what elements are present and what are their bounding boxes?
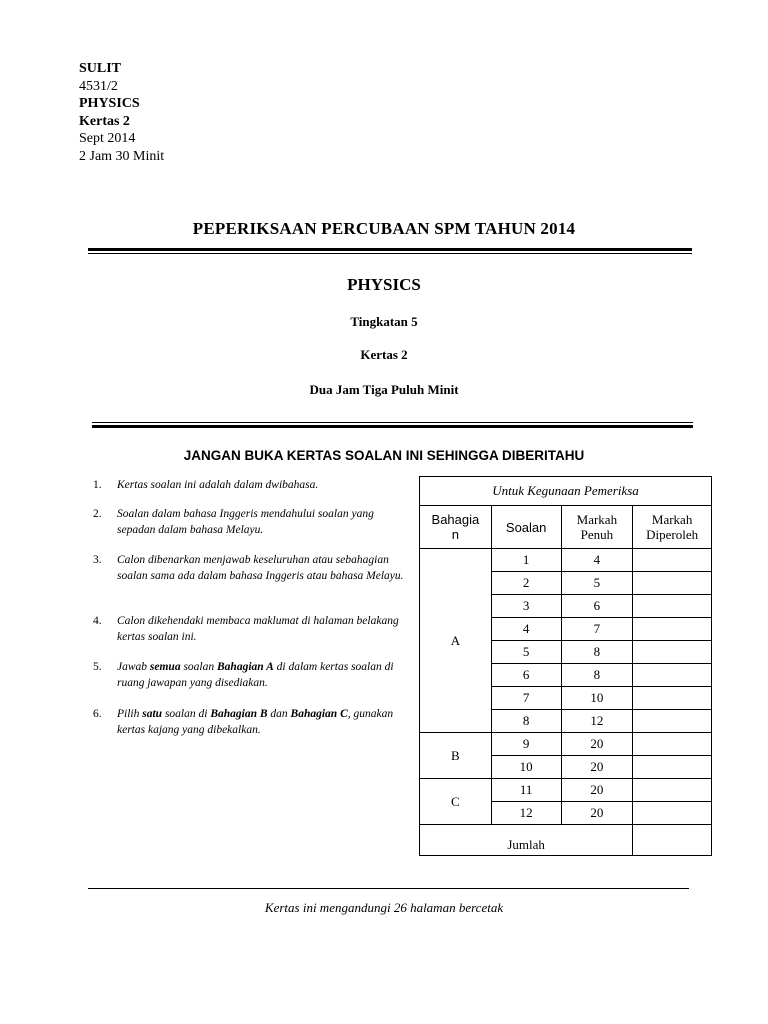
question-cell: 6 xyxy=(491,664,561,687)
section-cell: C xyxy=(420,779,492,825)
full-marks-cell: 10 xyxy=(561,687,633,710)
question-cell: 9 xyxy=(491,733,561,756)
paper-title: Kertas 2 xyxy=(360,347,408,362)
paper-number: Kertas 2 xyxy=(79,113,130,129)
full-marks-cell: 20 xyxy=(561,779,633,802)
section-divider-thick xyxy=(92,425,693,428)
obtained-marks-cell xyxy=(633,756,712,779)
question-cell: 10 xyxy=(491,756,561,779)
title-divider-thin xyxy=(88,253,692,254)
full-marks-cell: 5 xyxy=(561,572,633,595)
table-row xyxy=(420,549,712,572)
header-markah-penuh: Markah Penuh xyxy=(561,506,633,549)
question-cell: 1 xyxy=(491,549,561,572)
paper-code: 4531/2 xyxy=(79,78,118,94)
instruction-text: Calon dibenarkan menjawab keseluruhan atau sebahagian soalan sama ada dalam bahasa Inggeris atau bahasa Melayu. xyxy=(117,554,404,582)
full-marks-cell: 20 xyxy=(561,756,633,779)
duration-title: Dua Jam Tiga Puluh Minit xyxy=(309,382,459,397)
instruction-number: 6. xyxy=(93,708,102,720)
full-marks-cell: 20 xyxy=(561,802,633,825)
obtained-marks-cell xyxy=(633,572,712,595)
header-soalan: Soalan xyxy=(491,506,561,549)
title-divider-thick xyxy=(88,248,692,251)
classification-label: SULIT xyxy=(79,61,122,76)
table-header-row xyxy=(420,506,712,549)
table-row xyxy=(420,779,712,802)
footer-divider xyxy=(88,888,689,889)
table-row xyxy=(420,733,712,756)
total-label: Jumlah xyxy=(420,825,633,856)
page-count-note: Kertas ini mengandungi 26 halaman bercetak xyxy=(264,900,504,915)
paper-header xyxy=(79,60,164,165)
instruction-number: 5. xyxy=(93,661,102,673)
instruction-text: Calon dikehendaki membaca maklumat di halaman belakang kertas soalan ini. xyxy=(117,615,399,643)
section-cell: B xyxy=(420,733,492,779)
form-level: Tingkatan 5 xyxy=(350,314,418,329)
exam-date: Sept 2014 xyxy=(79,131,136,146)
question-cell: 3 xyxy=(491,595,561,618)
section-divider-thin xyxy=(92,422,693,423)
obtained-marks-cell xyxy=(633,779,712,802)
obtained-marks-cell xyxy=(633,733,712,756)
instruction-text: Jawab semua soalan Bahagian A di dalam kertas soalan di ruang jawapan yang disediakan. xyxy=(117,661,394,689)
full-marks-cell: 8 xyxy=(561,641,633,664)
instruction-number: 2. xyxy=(93,508,102,520)
question-cell: 12 xyxy=(491,802,561,825)
question-cell: 5 xyxy=(491,641,561,664)
instruction-text: Kertas soalan ini adalah dalam dwibahasa. xyxy=(117,479,319,491)
instruction-text: Pilih satu soalan di Bahagian B dan Bahagian C, gunakan kertas kajang yang dibekalkan. xyxy=(117,708,394,736)
full-marks-cell: 12 xyxy=(561,710,633,733)
full-marks-cell: 4 xyxy=(561,549,633,572)
question-cell: 8 xyxy=(491,710,561,733)
instruction-text: Soalan dalam bahasa Inggeris mendahului soalan yang sepadan dalam bahasa Melayu. xyxy=(117,508,374,536)
full-marks-cell: 7 xyxy=(561,618,633,641)
question-cell: 2 xyxy=(491,572,561,595)
obtained-marks-cell xyxy=(633,687,712,710)
table-total-row xyxy=(420,825,712,856)
instruction-number: 3. xyxy=(93,554,102,566)
full-marks-cell: 20 xyxy=(561,733,633,756)
instruction-number: 1. xyxy=(93,479,102,491)
full-marks-cell: 6 xyxy=(561,595,633,618)
question-cell: 7 xyxy=(491,687,561,710)
header-markah-diperoleh: Markah Diperoleh xyxy=(633,506,712,549)
warning-notice: JANGAN BUKA KERTAS SOALAN INI SEHINGGA DIBERITAHU xyxy=(183,448,585,463)
obtained-marks-cell xyxy=(633,802,712,825)
section-cell: A xyxy=(420,549,492,733)
obtained-marks-cell xyxy=(633,549,712,572)
table-caption: Untuk Kegunaan Pemeriksa xyxy=(420,477,712,506)
question-cell: 4 xyxy=(491,618,561,641)
question-cell: 11 xyxy=(491,779,561,802)
obtained-marks-cell xyxy=(633,618,712,641)
subject-title: PHYSICS xyxy=(347,275,421,294)
obtained-marks-cell xyxy=(633,710,712,733)
header-bahagian: Bahagia n xyxy=(420,506,492,549)
subject-label: PHYSICS xyxy=(79,96,140,111)
obtained-marks-cell xyxy=(633,664,712,687)
instruction-number: 4. xyxy=(93,615,102,627)
exam-duration: 2 Jam 30 Minit xyxy=(79,148,165,164)
obtained-marks-cell xyxy=(633,595,712,618)
total-marks-cell xyxy=(633,825,712,856)
obtained-marks-cell xyxy=(633,641,712,664)
examiner-marks-table xyxy=(419,476,712,856)
exam-title: PEPERIKSAAN PERCUBAAN SPM TAHUN 2014 xyxy=(192,219,576,238)
full-marks-cell: 8 xyxy=(561,664,633,687)
